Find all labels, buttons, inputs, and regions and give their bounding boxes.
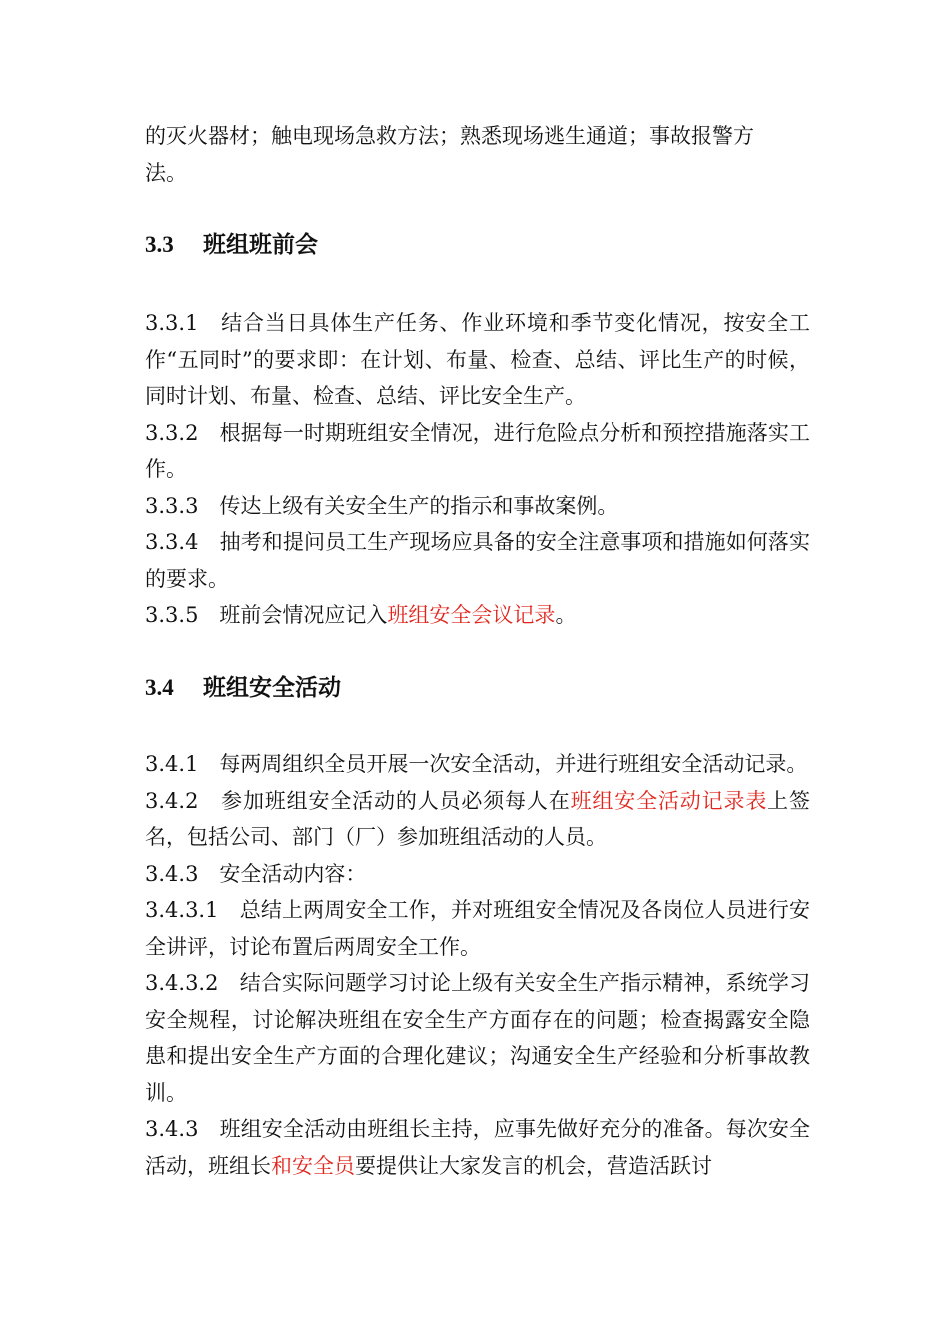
record-reference-link[interactable]: 班组安全会议记录: [387, 603, 556, 627]
clause-3-3-2: 3.3.2 根据每一时期班组安全情况，进行危险点分析和预控措施落实工作。: [145, 420, 810, 481]
clause-3-4-3-2: 3.4.3.2 结合实际问题学习讨论上级有关安全生产指示精神，系统学习安全规程，讨论解决班组在安全生产方面存在的问题；检查揭露安全隐患和提出安全生产方面的合理化建议；沟通安全生产经验和分析事故教训。: [145, 971, 810, 1105]
clause-3-4-3-host: [145, 1111, 810, 1184]
clause-3-3-4: 3.3.4 抽考和提问员工生产现场应具备的安全注意事项和措施如何落实的要求。: [145, 530, 810, 591]
clause-text: 3.4.2 参加班组安全活动的人员必须每人在: [145, 788, 571, 813]
section-title: 班组班前会: [203, 232, 318, 257]
intro-line-1: 的灭火器材；触电现场急救方法；熟悉现场逃生通道；事故报警方: [145, 124, 754, 148]
record-reference-link[interactable]: 班组安全活动记录表: [570, 788, 768, 813]
section-3-4-body: [145, 746, 810, 1184]
clause-3-4-1: 3.4.1 每两周组织全员开展一次安全活动，并进行班组安全活动记录。: [145, 752, 808, 776]
clause-3-3-5: [145, 597, 810, 634]
clause-text: 3.4.3 班组安全活动由班组长主持，应事先做好充分的准备。每次安全活动，班组长: [145, 1117, 810, 1178]
intro-line-2: 法。: [145, 160, 187, 185]
intro-paragraph: [145, 118, 810, 191]
section-title: 班组安全活动: [203, 675, 341, 700]
clause-text: 。: [555, 603, 577, 627]
section-heading-3-3: [145, 226, 318, 259]
clause-3-4-3-1: 3.4.3.1 总结上两周安全工作，并对班组安全情况及各岗位人员进行安全讲评，讨论布置后两周安全工作。: [145, 898, 810, 959]
highlighted-text: 和安全员: [271, 1153, 355, 1178]
clause-text: 上签名，包括公司、部门（厂）参加班组活动的人员。: [145, 788, 811, 849]
clause-3-3-1: 3.3.1 结合当日具体生产任务、作业环境和季节变化情况，按安全工作“五同时”的要求即：在计划、布量、检查、总结、评比生产的时候，同时计划、布量、检查、总结、评比安全生产。: [145, 311, 810, 408]
clause-3-3-3: 3.3.3 传达上级有关安全生产的指示和事故案例。: [145, 493, 619, 518]
clause-3-4-3: 3.4.3 安全活动内容：: [145, 861, 367, 886]
clause-text: 3.3.5 班前会情况应记入: [145, 603, 388, 627]
section-3-3-body: [145, 305, 810, 634]
clause-text: 要提供让大家发言的机会，营造活跃讨: [355, 1153, 712, 1178]
clause-3-4-2: [145, 783, 810, 856]
section-heading-3-4: [145, 669, 341, 702]
section-number: 3.4: [145, 675, 174, 700]
section-number: 3.3: [145, 232, 174, 257]
